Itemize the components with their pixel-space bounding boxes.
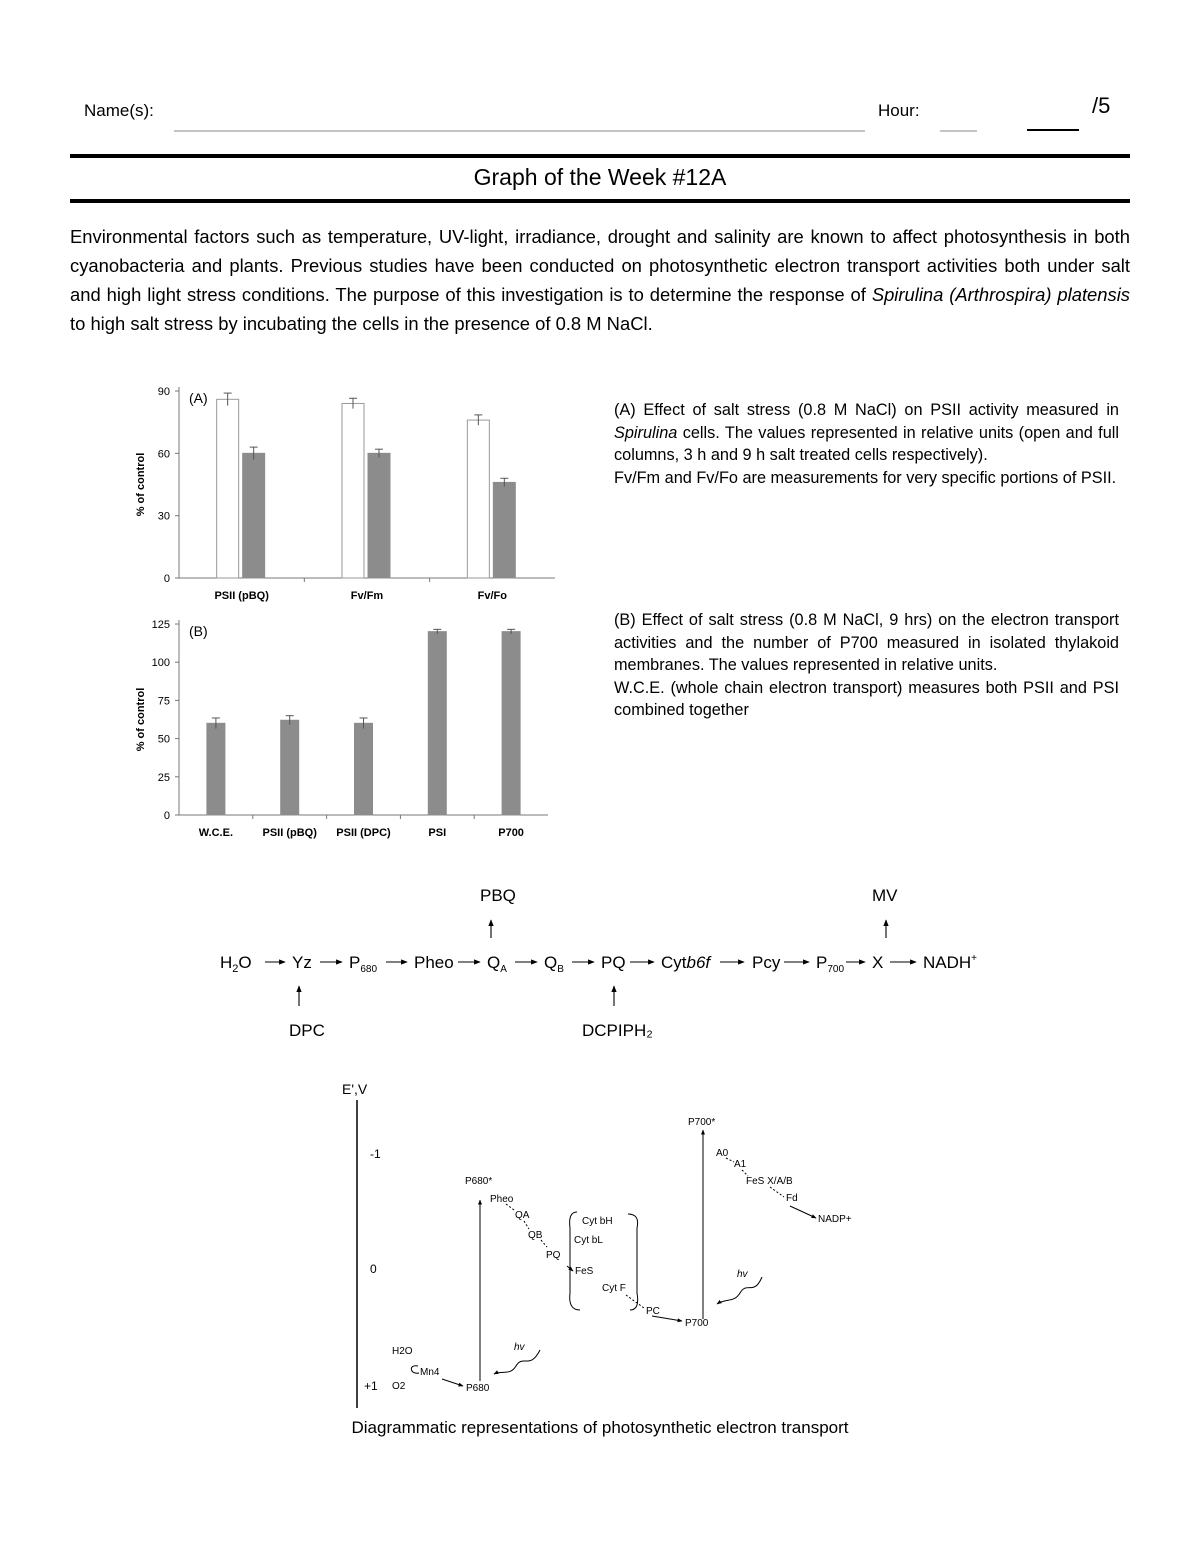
- z-o2: O2: [392, 1381, 406, 1392]
- chain-qb: $Q_B$: [544, 953, 564, 975]
- z-scheme-diagram: [330, 1078, 890, 1408]
- caption-a: [614, 399, 1119, 489]
- z-water-arrow: [442, 1379, 463, 1386]
- x-tick-label: Fv/Fo: [477, 590, 508, 602]
- y-axis-label: % of control: [135, 452, 147, 517]
- chain-label-mv: MV: [872, 886, 898, 905]
- bar: [355, 723, 373, 815]
- chain-yz: Yz: [292, 953, 312, 972]
- bar: [342, 403, 364, 578]
- bar: [502, 632, 520, 815]
- y-axis-label: % of control: [135, 687, 147, 752]
- names-label: Name(s):: [84, 101, 154, 120]
- chart-b: [118, 612, 568, 847]
- caption-b-p2: W.C.E. (whole chain electron transport) measures both PSII and PSI combined together: [614, 678, 1119, 720]
- figure-caption: Diagrammatic representations of photosynthetic electron transport: [351, 1418, 849, 1437]
- z-a0: A0: [716, 1148, 729, 1159]
- bar: [368, 453, 390, 578]
- y-tick-label: 75: [157, 695, 170, 708]
- species-name: Spirulina (Arthrospira) platensis: [871, 284, 1130, 305]
- chain-label-dcpiph2: DCPIPH₂: [582, 1021, 653, 1040]
- z-hv-psi: hv: [737, 1269, 748, 1280]
- z-water-curl: [411, 1366, 419, 1373]
- y-tick-label: 50: [157, 733, 170, 746]
- z-p680-star: P680*: [465, 1176, 493, 1187]
- z-cyt-bh: Cyt bH: [582, 1216, 613, 1227]
- z-nadp: NADP+: [818, 1214, 852, 1225]
- x-tick-label: P700: [498, 827, 524, 839]
- z-mn4: Mn4: [420, 1367, 440, 1378]
- caption-a-p1: (A) Effect of salt stress (0.8 M NaCl) on PSII activity measured in Spirulina cells. The values represented in relative units (open and full columns, 3 h and 9 h salt treated cells respectively).: [614, 401, 1119, 465]
- intro-paragraph: [70, 222, 1130, 338]
- z-cyt-f: Cyt F: [602, 1283, 626, 1294]
- z-qb: QB: [528, 1230, 543, 1241]
- z-p700: P700: [685, 1318, 709, 1329]
- z-hv-psii: hv: [514, 1342, 525, 1353]
- z-tick-0: 0: [370, 1262, 377, 1276]
- y-tick-label: 100: [151, 657, 170, 670]
- z-a1: A1: [734, 1159, 747, 1170]
- x-tick-label: PSII (pBQ): [262, 827, 317, 839]
- caption-a-p2: Fv/Fm and Fv/Fo are measurements for very specific portions of PSII.: [614, 468, 1117, 487]
- bar: [281, 720, 299, 815]
- bar: [207, 723, 225, 815]
- chain-pheo: Pheo: [414, 953, 454, 972]
- y-tick-label: 30: [157, 510, 170, 523]
- z-tick-minus1: -1: [370, 1147, 381, 1161]
- z-p700-star: P700*: [688, 1117, 716, 1128]
- y-tick-label: 0: [163, 573, 170, 585]
- y-tick-label: 90: [157, 386, 170, 398]
- chain-p680: $P_{680}$: [349, 953, 378, 975]
- bar: [217, 399, 239, 578]
- z-hv-psi-arrow: [717, 1277, 762, 1304]
- z-qa: QA: [515, 1210, 530, 1221]
- bar: [493, 482, 515, 578]
- panel-label: (A): [189, 390, 208, 406]
- chain-label-dpc: DPC: [289, 1021, 325, 1040]
- z-pq: PQ: [546, 1250, 561, 1261]
- chain-label-pbq: PBQ: [480, 886, 516, 905]
- y-tick-label: 0: [163, 810, 170, 822]
- z-fd: Fd: [786, 1193, 798, 1204]
- z-hv-psii-arrow: [494, 1350, 540, 1374]
- z-cyt-bl: Cyt bL: [574, 1235, 603, 1246]
- chain-h2o: $H_2O$: [220, 953, 252, 975]
- x-tick-label: PSII (DPC): [336, 827, 391, 839]
- score-blank[interactable]: [1027, 129, 1079, 131]
- chain-x: X: [872, 953, 884, 972]
- hour-label: Hour:: [878, 101, 920, 120]
- chain-cytb6f: Cytb6f: [661, 953, 711, 972]
- z-fes: FeS: [575, 1266, 594, 1277]
- hour-input-line[interactable]: [940, 130, 977, 132]
- chart-a: [118, 375, 568, 610]
- y-tick-label: 125: [151, 619, 170, 631]
- x-tick-label: W.C.E.: [198, 827, 234, 839]
- y-tick-label: 60: [157, 448, 170, 461]
- z-fes-xab: FeS X/A/B: [746, 1176, 793, 1187]
- chain-qa: $Q_A$: [487, 953, 507, 975]
- x-tick-label: PSII (pBQ): [214, 590, 269, 602]
- names-input-line[interactable]: [174, 130, 865, 132]
- bottom-rule: [70, 199, 1130, 203]
- panel-label: (B): [189, 623, 208, 639]
- z-pheo: Pheo: [490, 1194, 514, 1205]
- z-pc: PC: [646, 1306, 660, 1317]
- top-rule: [70, 154, 1130, 158]
- score-total: /5: [1092, 93, 1111, 118]
- bar: [428, 632, 446, 815]
- z-nadp-arrow: [790, 1206, 816, 1218]
- intro-text-start: Environmental factors such as temperature, UV-light, irradiance, drought and salinity are known to affect photosynthesis in both cyanobacteria and plants. Previous studies have been conducted on photosynthetic electron transport activities both under salt and high light stress conditions. The purpose of this investigation is to determine the response of: [70, 226, 1130, 305]
- electron-chain-diagram: [218, 880, 993, 1040]
- z-tick-plus1: +1: [364, 1379, 378, 1393]
- chain-nadh: NADH+: [923, 953, 978, 972]
- z-axis-title: E',V: [342, 1081, 368, 1097]
- bar: [467, 420, 489, 578]
- x-tick-label: Fv/Fm: [350, 590, 384, 602]
- z-pc-arrow: [652, 1316, 682, 1321]
- z-h2o: H2O: [392, 1346, 413, 1357]
- chain-pq: PQ: [601, 953, 626, 972]
- chain-p700: $P_{700}$: [816, 953, 845, 975]
- caption-b: [614, 609, 1119, 722]
- x-tick-label: PSI: [428, 827, 447, 839]
- page-title: Graph of the Week #12A: [473, 164, 727, 190]
- y-tick-label: 25: [157, 771, 170, 784]
- intro-text-end: to high salt stress by incubating the cells in the presence of 0.8 M NaCl.: [70, 313, 653, 334]
- caption-b-p1: (B) Effect of salt stress (0.8 M NaCl, 9 hrs) on the electron transport activities and the number of P700 measured in isolated thylakoid membranes. The values represented in relative units.: [614, 611, 1119, 675]
- chain-pcy: Pcy: [752, 953, 781, 972]
- bar: [243, 453, 265, 578]
- z-p680: P680: [466, 1383, 490, 1394]
